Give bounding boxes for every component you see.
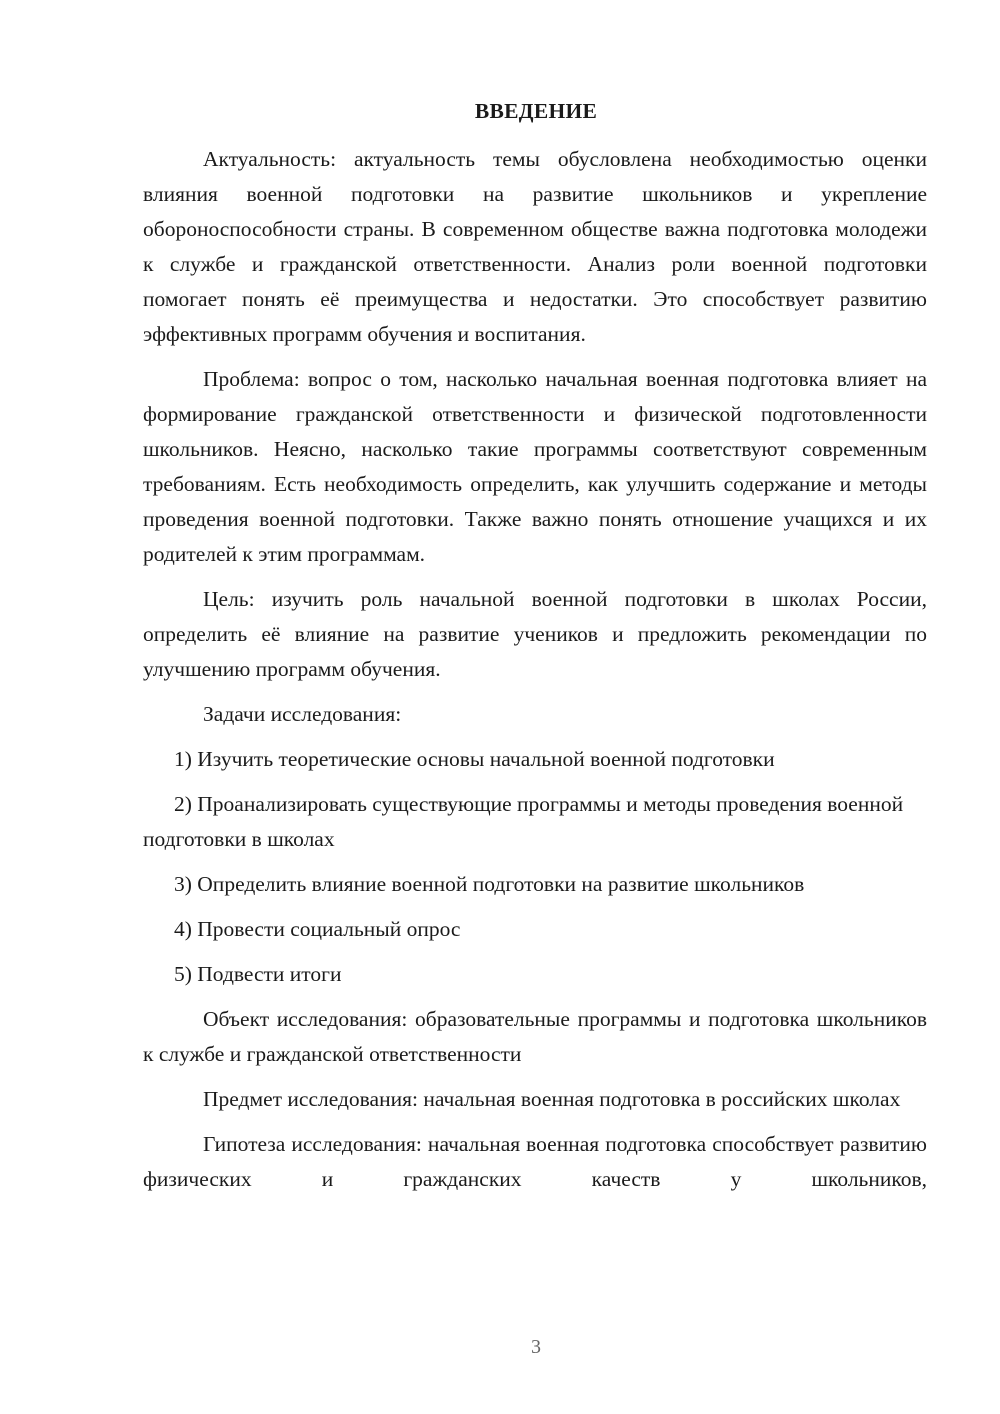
tasks-heading: Задачи исследования: [203, 702, 402, 726]
page-title: ВВЕДЕНИЕ [474, 99, 598, 123]
task-item-4: 4) Провести социальный опрос [174, 917, 461, 941]
paragraph-relevance: Актуальность: актуальность темы обусловлена необходимостью оценки влияния военной подготовки на развитие школьников и укрепление обороноспособности страны. В современном обществе важна подготовка молодежи к службе и гражданской ответственности. Анализ роли военной подготовки помогает понять её преимущества и недостатки. Это способствует развитию эффективных программ обучения и воспитания. [143, 147, 927, 346]
task-item-3: 3) Определить влияние военной подготовки на развитие школьников [174, 872, 805, 896]
paragraph-hypothesis: Гипотеза исследования: начальная военная подготовка способствует развитию физических и гражданских качеств у школьников, [143, 1132, 927, 1191]
page-number: 3 [531, 1336, 541, 1358]
task-item-5: 5) Подвести итоги [174, 962, 342, 986]
paragraph-subject: Предмет исследования: начальная военная подготовка в российских школах [203, 1087, 901, 1111]
paragraph-problem: Проблема: вопрос о том, насколько начальная военная подготовка влияет на формирование гражданской ответственности и физической подготовленности школьников. Неясно, насколько такие программы соответствуют современным требованиям. Есть необходимость определить, как улучшить содержание и методы проведения военной подготовки. Также важно понять отношение учащихся и их родителей к этим программам. [143, 367, 927, 566]
paragraph-object: Объект исследования: образовательные программы и подготовка школьников к службе и гражданской ответственности [143, 1007, 927, 1066]
document-body [143, 142, 927, 1197]
paragraph-goal: Цель: изучить роль начальной военной подготовки в школах России, определить её влияние на развитие учеников и предложить рекомендации по улучшению программ обучения. [143, 587, 927, 681]
task-item-1: 1) Изучить теоретические основы начальной военной подготовки [174, 747, 775, 771]
task-item-2: 2) Проанализировать существующие программы и методы проведения военной подготовки в школах [143, 792, 904, 851]
